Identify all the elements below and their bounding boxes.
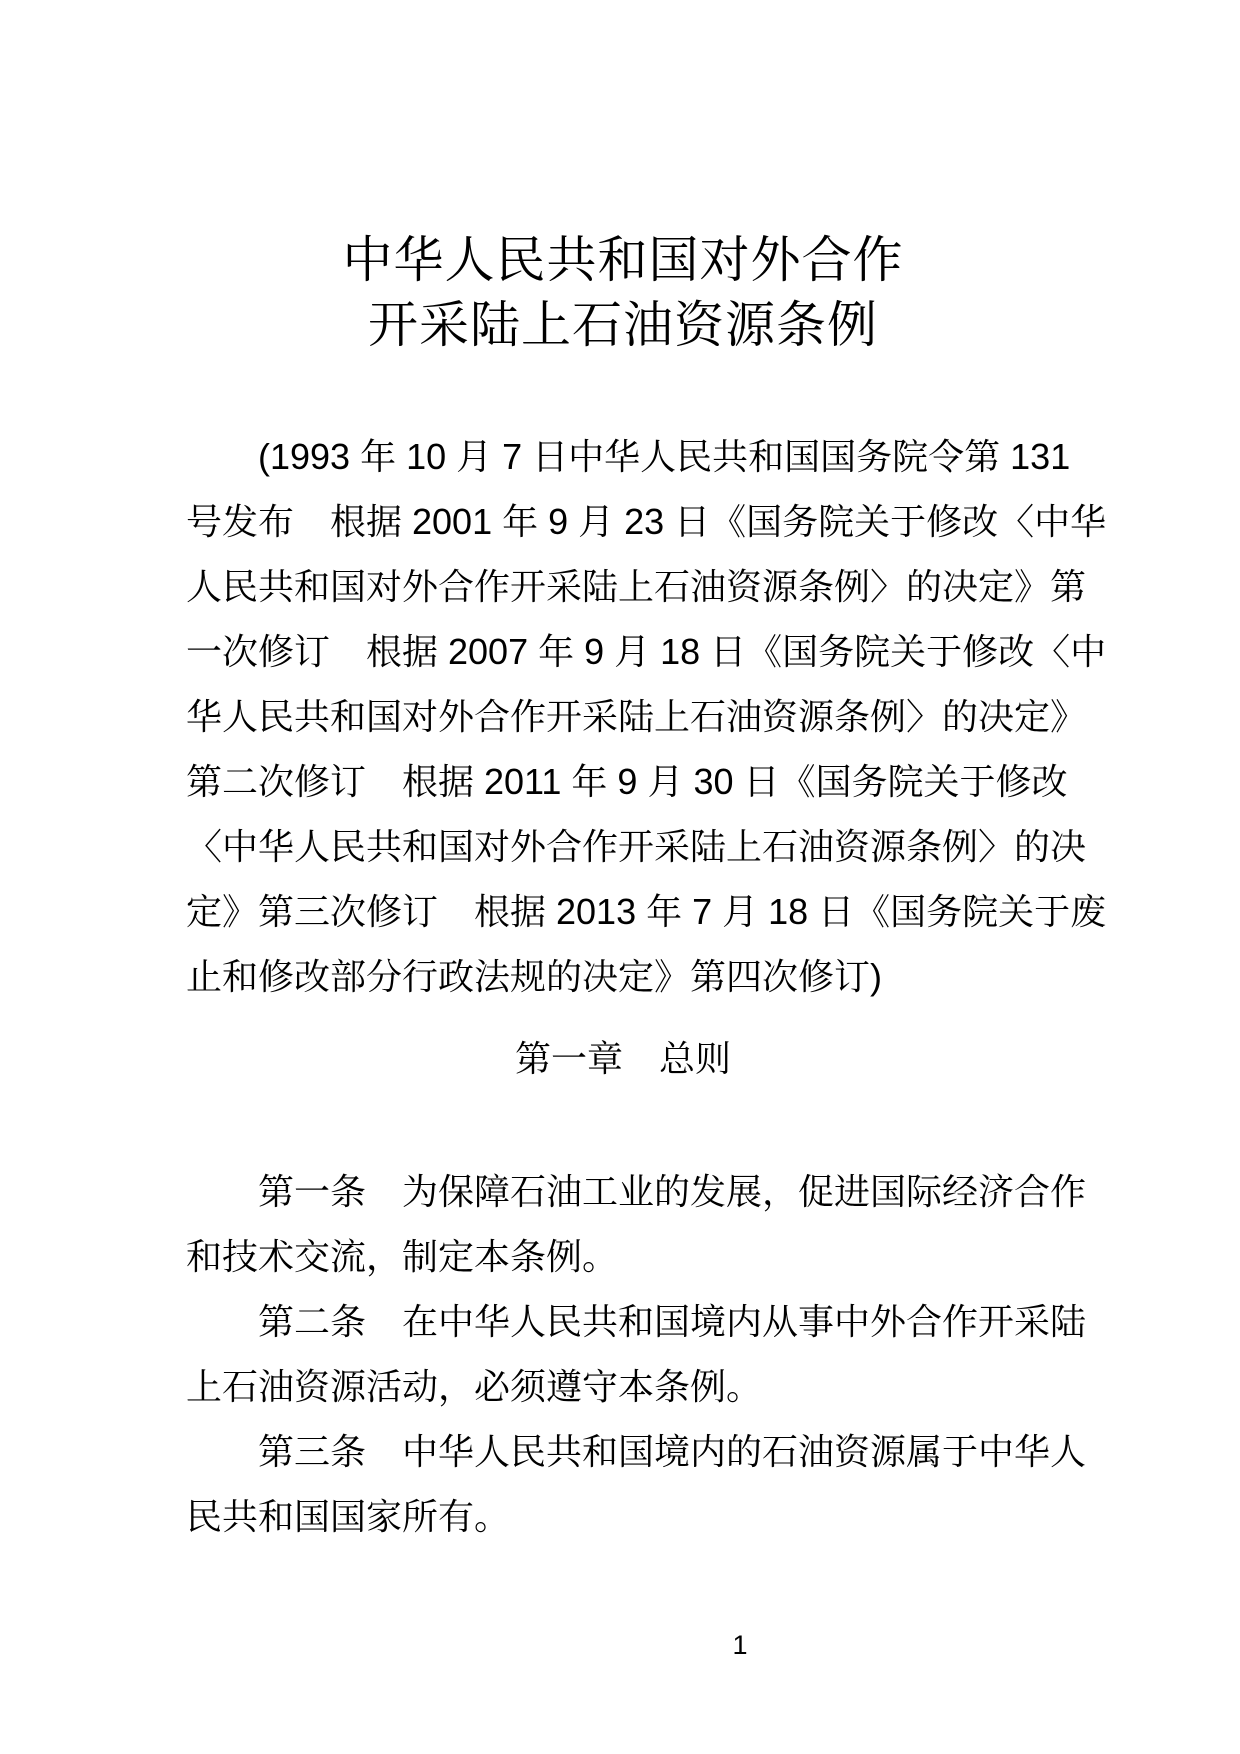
page-number: 1	[732, 1630, 748, 1660]
document-title-line-1: 中华人民共和国对外合作	[342, 232, 904, 288]
chapter-heading: 第一章 总则	[514, 1038, 731, 1079]
preamble-line: 一次修订 根据 2007 年 9 月 18 日《国务院关于修改〈中	[186, 631, 1107, 672]
article-line: 第一条 为保障石油工业的发展，促进国际经济合作	[258, 1171, 1087, 1212]
preamble-line: 华人民共和国对外合作开采陆上石油资源条例〉的决定》	[186, 696, 1087, 737]
article-3	[186, 1419, 1087, 1549]
article-line: 第二条 在中华人民共和国境内从事中外合作开采陆	[258, 1301, 1087, 1342]
preamble-line: 号发布 根据 2001 年 9 月 23 日《国务院关于修改〈中华	[186, 501, 1107, 542]
article-line: 第三条 中华人民共和国境内的石油资源属于中华人	[258, 1431, 1087, 1472]
articles-section	[186, 1159, 1087, 1549]
preamble-line: 人民共和国对外合作开采陆上石油资源条例〉的决定》第	[186, 566, 1087, 607]
article-line: 民共和国国家所有。	[186, 1496, 511, 1537]
article-2	[186, 1289, 1087, 1419]
article-line: 和技术交流，制定本条例。	[186, 1236, 619, 1277]
article-line: 上石油资源活动，必须遵守本条例。	[186, 1366, 763, 1407]
preamble-paragraph	[186, 424, 1107, 1009]
preamble-line: 止和修改部分行政法规的决定》第四次修订)	[186, 956, 882, 997]
preamble-line: 〈中华人民共和国对外合作开采陆上石油资源条例〉的决	[186, 826, 1087, 867]
preamble-line: 定》第三次修订 根据 2013 年 7 月 18 日《国务院关于废	[186, 891, 1107, 932]
document-title-line-2: 开采陆上石油资源条例	[368, 297, 878, 353]
preamble-line: 第二次修订 根据 2011 年 9 月 30 日《国务院关于修改	[186, 761, 1068, 802]
preamble-line: (1993 年 10 月 7 日中华人民共和国国务院令第 131	[258, 436, 1071, 477]
document-title	[186, 228, 1060, 358]
article-1	[186, 1159, 1087, 1289]
